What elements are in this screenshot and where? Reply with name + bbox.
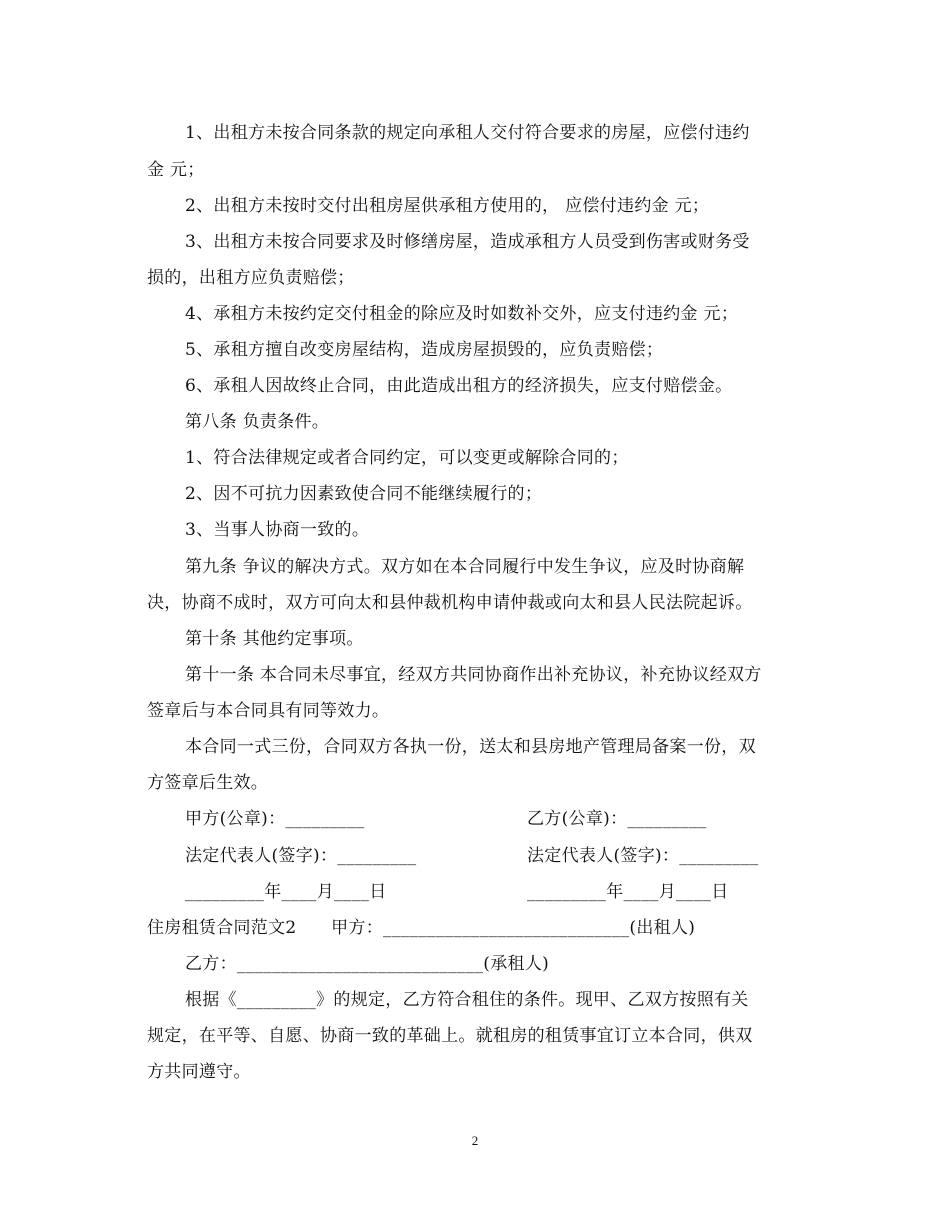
text-line: 2、出租方未按时交付出租房屋供承租方使用的， 应偿付违约金 元； (185, 196, 710, 216)
text-line: 2、因不可抗力因素致使合同不能继续履行的； (185, 484, 543, 504)
section-heading: 第十条 其他约定事项。 (185, 629, 364, 649)
text-line: 根据《_________》的规定，乙方符合租住的条件。现甲、乙双方按照有关 (185, 990, 749, 1010)
text-line: 第十一条 本合同未尽事宜，经双方共同协商作出补充协议，补充协议经双方 (185, 665, 762, 685)
text-line: 方共同遵守。 (147, 1062, 251, 1082)
text-line: 方签章后生效。 (147, 773, 269, 793)
text-line: 1、符合法律规定或者合同约定，可以变更或解除合同的； (185, 448, 629, 468)
text-line: 本合同一式三份，合同双方各执一份，送太和县房地产管理局备案一份，双 (185, 737, 756, 757)
text-line: 损的，出租方应负责赔偿； (147, 268, 355, 288)
text-line: 5、承租方擅自改变房屋结构，造成房屋损毁的，应负责赔偿； (185, 340, 664, 360)
party-a-date-field: _________年____月____日 (185, 882, 387, 902)
text-line: 4、承租方未按约定交付租金的除应及时如数补交外，应支付违约金 元； (185, 304, 739, 324)
section-heading: 第八条 负责条件。 (185, 412, 330, 432)
text-line: 6、承租人因故终止合同，由此造成出租方的经济损失，应支付赔偿金。 (185, 376, 733, 396)
text-line: 第九条 争议的解决方式。双方如在本合同履行中发生争议，应及时协商解 (185, 557, 745, 577)
text-line: 金 元； (147, 160, 205, 180)
text-line: 3、出租方未按合同要求及时修缮房屋，造成承租方人员受到伤害或财务受 (185, 232, 750, 252)
party-a-representative-field: 法定代表人(签字)：_________ (185, 846, 417, 866)
party-b-seal-field: 乙方(公章)：_________ (527, 809, 707, 829)
party-b-representative-field: 法定代表人(签字)：_________ (527, 846, 759, 866)
text-line: 决，协商不成时，双方可向太和县仲裁机构申请仲裁或向太和县人民法院起诉。 (147, 593, 753, 613)
text-line: 规定，在平等、自愿、协商一致的革础上。就租房的租赁事宜订立本合同，供双 (147, 1026, 753, 1046)
text-line: 3、当事人协商一致的。 (185, 520, 370, 540)
text-line: 签章后与本合同具有同等效力。 (147, 701, 390, 721)
page-number: 2 (471, 1133, 479, 1148)
party-b-date-field: _________年____月____日 (527, 882, 729, 902)
text-line: 1、出租方未按合同条款的规定向承租人交付符合要求的房屋，应偿付违约 (185, 123, 750, 143)
text-line: 乙方：____________________________(承租人) (185, 954, 550, 974)
party-a-seal-field: 甲方(公章)：_________ (185, 809, 365, 829)
document-title-line: 住房租赁合同范文2 甲方：____________________________(出租人) (147, 918, 696, 938)
